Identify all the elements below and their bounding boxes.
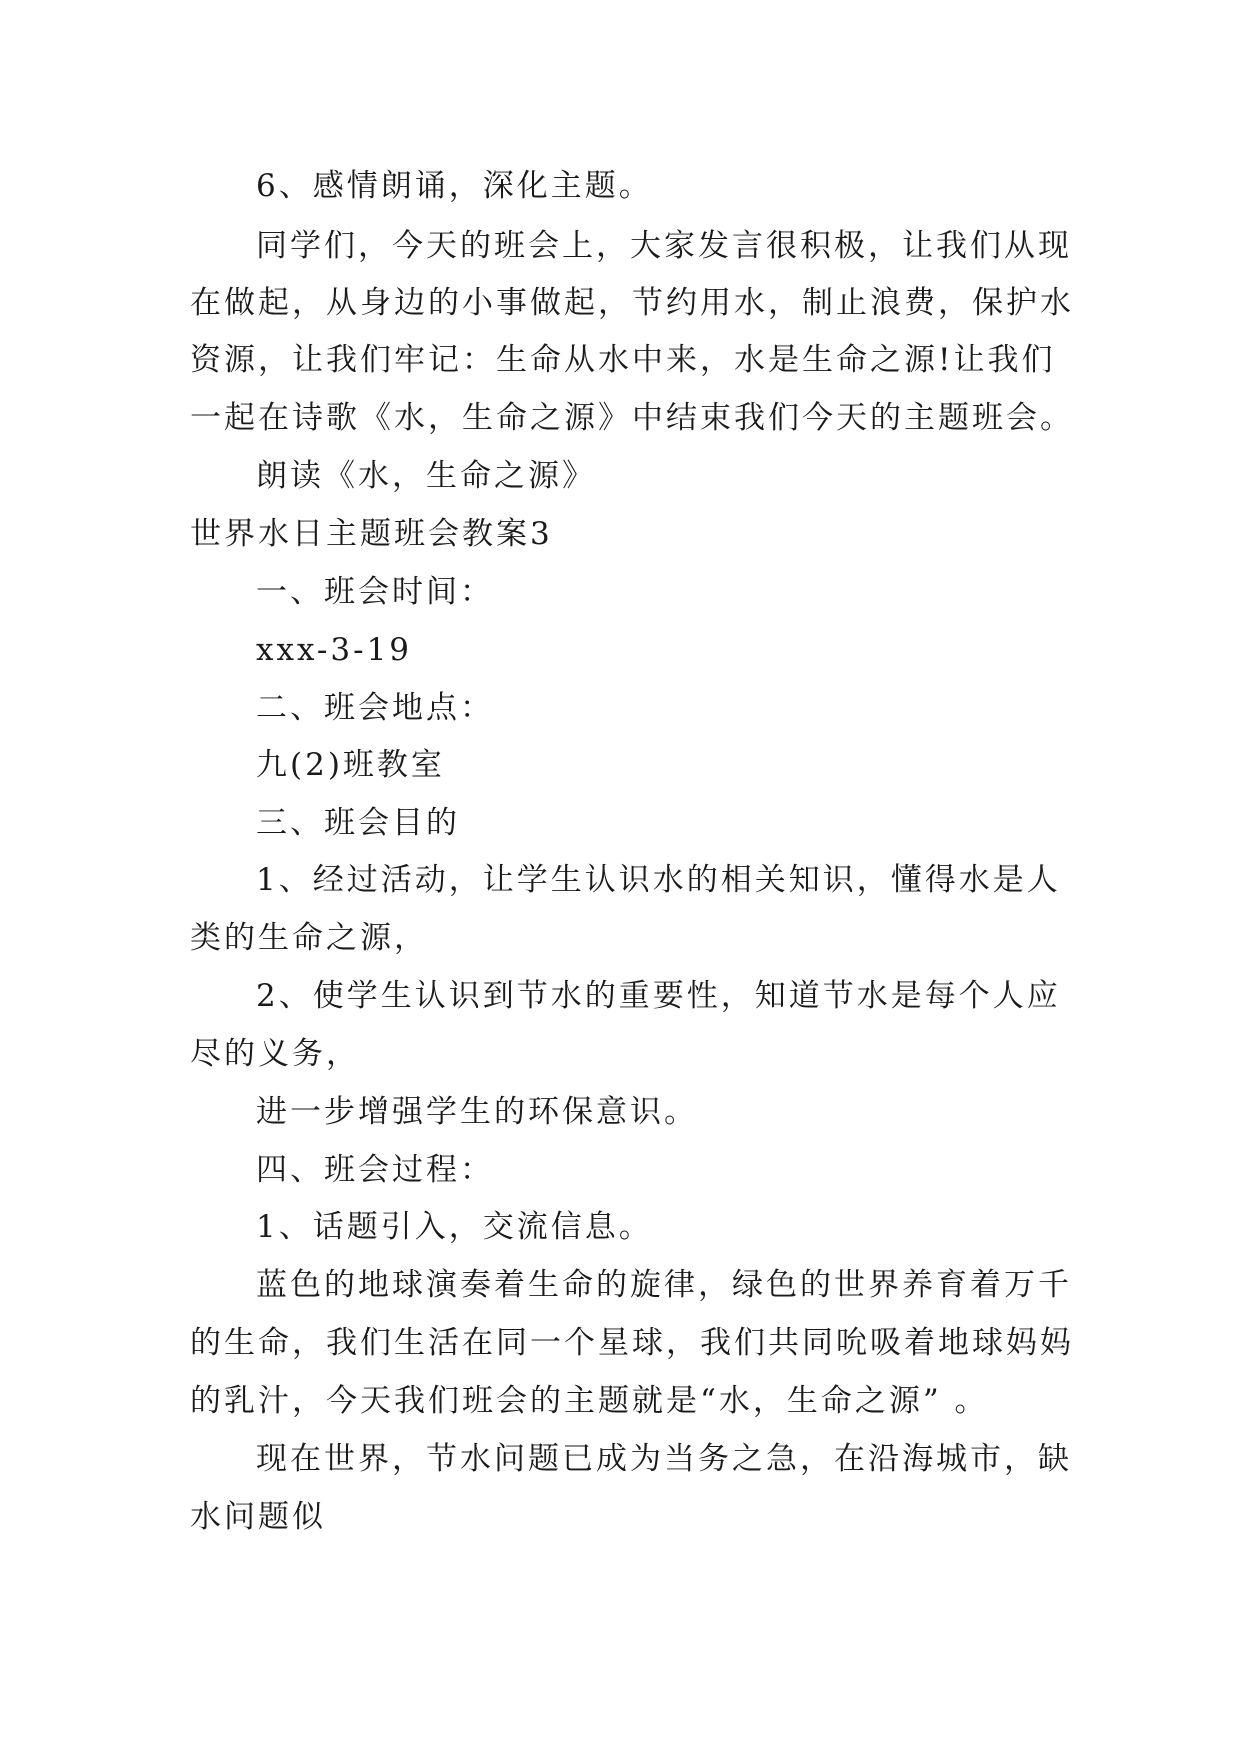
paragraph-line: 同学们，今天的班会上，大家发言很积极，让我们从现 [256, 228, 1072, 264]
paragraph-line: 蓝色的地球演奏着生命的旋律，绿色的世界养育着万千 [256, 1267, 1072, 1303]
paragraph-line: 一、班会时间： [256, 574, 494, 610]
paragraph-line: 水问题似 [190, 1499, 326, 1535]
paragraph-line: 尽的义务， [190, 1036, 360, 1072]
paragraph-line: 资源，让我们牢记：生命从水中来，水是生命之源!让我们 [190, 342, 1056, 378]
paragraph-line: 进一步增强学生的环保意识。 [256, 1094, 698, 1130]
paragraph-line: 的乳汁，今天我们班会的主题就是“水，生命之源” 。 [190, 1383, 989, 1419]
paragraph-line: 6、感情朗诵，深化主题。 [256, 168, 653, 204]
paragraph-line: 一起在诗歌《水，生命之源》中结束我们今天的主题班会。 [190, 400, 1074, 436]
paragraph-line: 2、使学生认识到节水的重要性，知道节水是每个人应 [256, 978, 1061, 1014]
paragraph-line: 类的生命之源， [190, 920, 428, 956]
paragraph-line: xxx-3-19 [256, 632, 413, 668]
paragraph-line: 二、班会地点： [256, 690, 494, 726]
paragraph-line: 1、话题引入，交流信息。 [256, 1209, 653, 1245]
paragraph-line: 在做起，从身边的小事做起，节约用水，制止浪费，保护水 [190, 285, 1074, 321]
section-heading: 世界水日主题班会教案3 [190, 516, 553, 552]
paragraph-line: 的生命，我们生活在同一个星球，我们共同吮吸着地球妈妈 [190, 1325, 1074, 1361]
paragraph-line: 朗读《水，生命之源》 [256, 458, 596, 494]
paragraph-line: 四、班会过程： [256, 1152, 494, 1188]
paragraph-line: 三、班会目的 [256, 805, 460, 841]
paragraph-line: 九(2)班教室 [256, 747, 445, 783]
paragraph-line: 现在世界，节水问题已成为当务之急，在沿海城市，缺 [256, 1441, 1072, 1477]
paragraph-line: 1、经过活动，让学生认识水的相关知识，懂得水是人 [256, 862, 1061, 898]
